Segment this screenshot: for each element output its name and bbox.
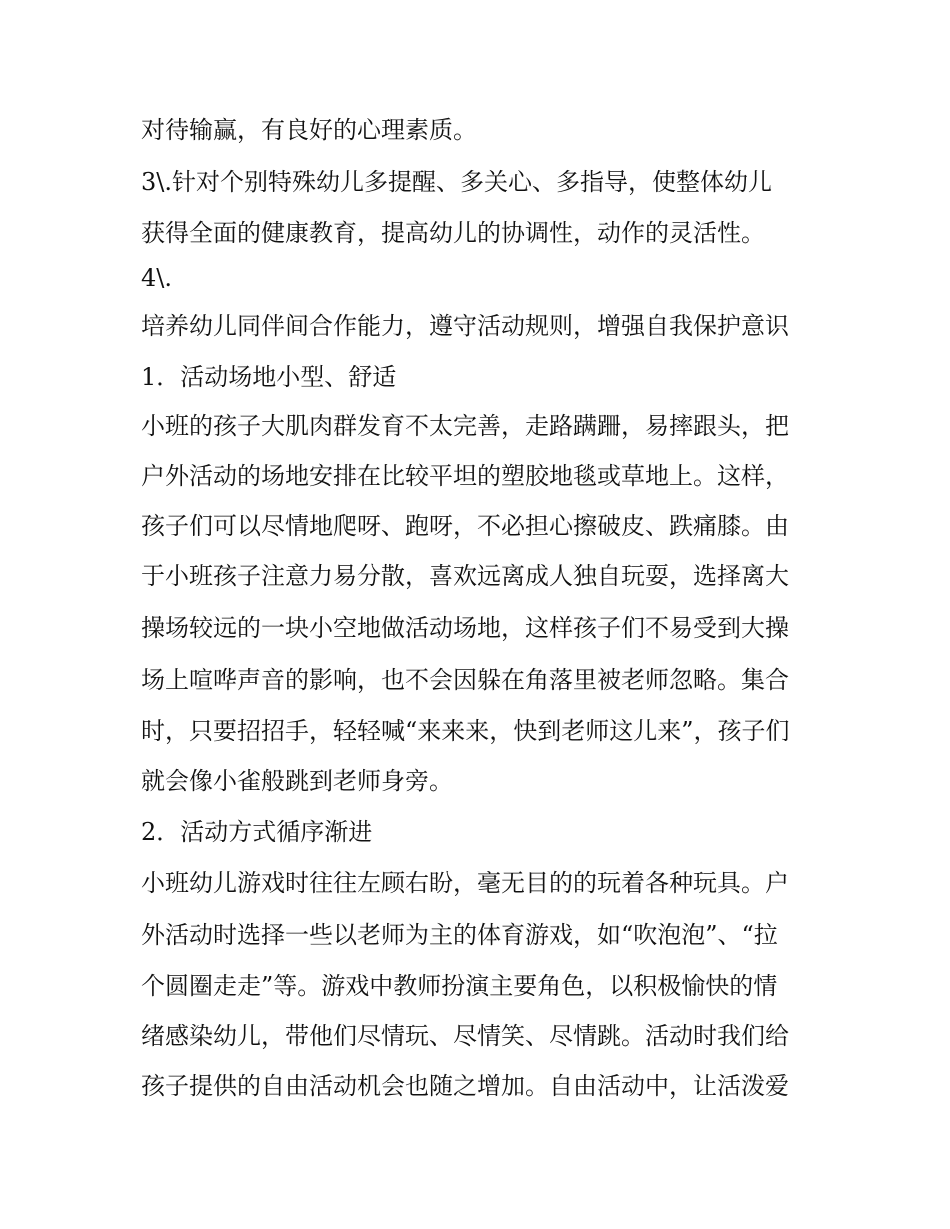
text-line: 培养幼儿同伴间合作能力，遵守活动规则，增强自我保护意识 <box>141 312 789 340</box>
text-line: 小班幼儿游戏时往往左顾右盼，毫无目的的玩着各种玩具。户 <box>141 869 789 897</box>
text-line: 户外活动的场地安排在比较平坦的塑胶地毯或草地上。这样， <box>141 462 789 490</box>
text-line: 时，只要招招手，轻轻喊“来来来，快到老师这儿来”，孩子们 <box>141 717 790 745</box>
text-line: 场上喧哗声音的影响，也不会因躲在角落里被老师忽略。集合 <box>141 666 789 694</box>
text-line: 对待输赢，有良好的心理素质。 <box>141 116 477 144</box>
text-line: 个圆圈走走”等。游戏中教师扮演主要角色，以积极愉快的情 <box>141 972 778 1000</box>
text-line: 外活动时选择一些以老师为主的体育游戏，如“吹泡泡”、“拉 <box>141 921 778 949</box>
text-line: 操场较远的一块小空地做活动场地，这样孩子们不易受到大操 <box>141 614 789 642</box>
text-line: 就会像小雀般跳到老师身旁。 <box>141 767 453 795</box>
text-line: 于小班孩子注意力易分散，喜欢远离成人独自玩耍，选择离大 <box>141 562 789 590</box>
text-line: 绪感染幼儿，带他们尽情玩、尽情笑、尽情跳。活动时我们给 <box>141 1022 789 1050</box>
section-heading: 1．活动场地小型、舒适 <box>141 363 397 391</box>
section-heading: 2．活动方式循序渐进 <box>141 818 373 846</box>
text-line: 孩子们可以尽情地爬呀、跑呀，不必担心擦破皮、跌痛膝。由 <box>141 512 789 540</box>
text-line: 孩子提供的自由活动机会也随之增加。自由活动中，让活泼爱 <box>141 1072 789 1100</box>
text-line: 小班的孩子大肌肉群发育不太完善，走路蹒跚，易摔跟头，把 <box>141 412 789 440</box>
text-line: 获得全面的健康教育，提高幼儿的协调性，动作的灵活性。 <box>141 219 765 247</box>
text-line: 3\.针对个别特殊幼儿多提醒、多关心、多指导，使整体幼儿 <box>141 168 772 196</box>
text-line: 4\. <box>141 264 172 292</box>
